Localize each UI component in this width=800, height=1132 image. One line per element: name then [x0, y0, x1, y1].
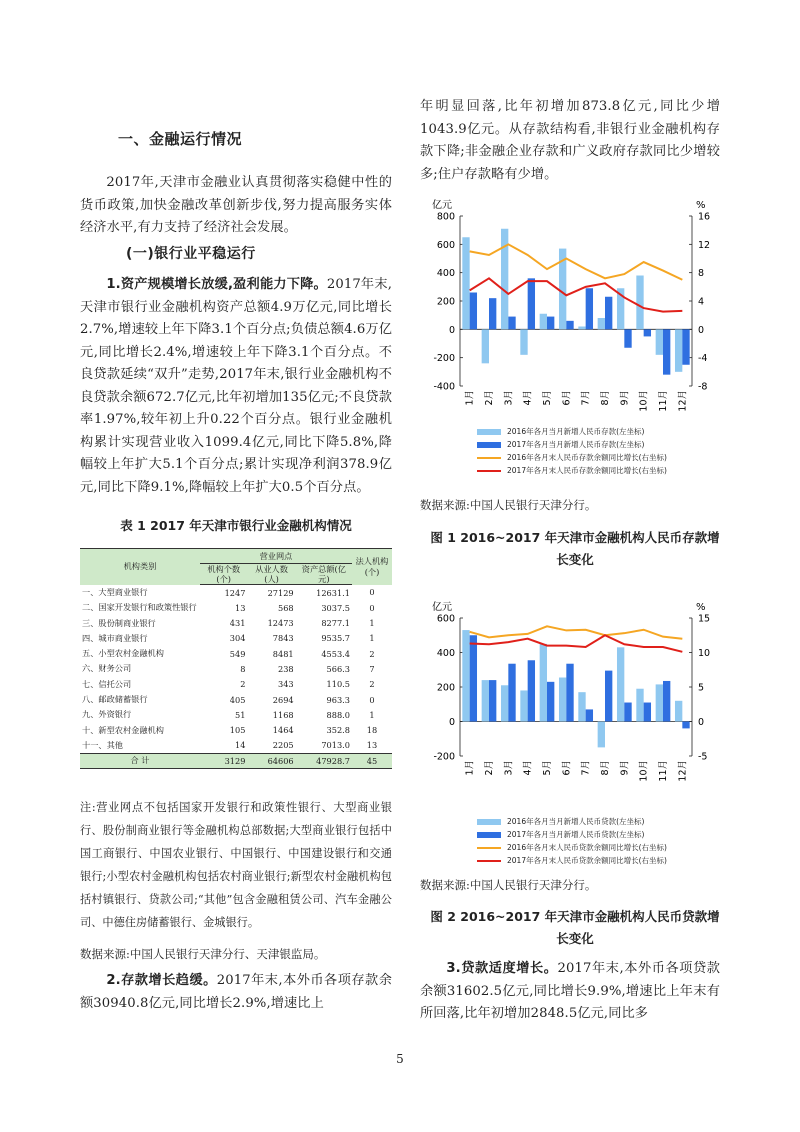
x-tick-label: 5月	[542, 760, 553, 776]
bank-table-grid	[80, 548, 392, 769]
right-tick-label: -5	[698, 751, 708, 763]
bar-2016	[675, 701, 682, 722]
cell-count: 549	[229, 648, 246, 659]
x-tick-label: 3月	[503, 390, 515, 406]
cell-legal: 2	[369, 648, 375, 659]
cell-legal: 45	[352, 753, 392, 768]
bar-2017	[586, 288, 593, 329]
table-source: 数据来源:中国人民银行天津分行、天津银监局。	[80, 947, 326, 961]
legend-item: 2016年各月末人民币存款余额同比增长(右坐标)	[477, 451, 667, 464]
cell-staff: 238	[278, 663, 294, 674]
header-type: 机构类别	[80, 549, 200, 585]
x-tick-label: 10月	[638, 390, 650, 412]
loan-chart-legend	[477, 815, 667, 867]
section-title: 一、金融运行情况	[118, 130, 243, 148]
cell-name: 二、国家开发银行和政策性银行	[82, 602, 197, 613]
table-row	[80, 692, 392, 707]
cell-staff: 568	[278, 602, 294, 613]
cell-count: 2	[240, 679, 246, 690]
table-row	[80, 646, 392, 661]
cell-count: 405	[229, 694, 246, 705]
bar-2016	[520, 329, 527, 355]
bar-2016	[675, 329, 682, 372]
cell-count: 8	[240, 663, 246, 674]
cell-count: 105	[229, 725, 246, 736]
cell-assets: 7013.0	[321, 740, 350, 751]
cell-staff: 8481	[272, 648, 294, 659]
x-tick-label: 9月	[619, 390, 631, 406]
legend-swatch-2017-bar	[477, 832, 501, 838]
deposit-chart-legend	[477, 425, 667, 477]
table-row	[80, 600, 392, 615]
cell-legal: 2	[369, 679, 375, 690]
left-tick-label: 400	[436, 268, 455, 280]
cell-legal: 0	[369, 694, 375, 705]
bar-2017	[624, 329, 631, 347]
table-row	[80, 585, 392, 600]
legend-item: 2017年各月末人民币存款余额同比增长(右坐标)	[477, 464, 667, 477]
cell-name: 七、信托公司	[82, 678, 132, 689]
legend-item: 2017年各月当月新增人民币贷款(左坐标)	[477, 828, 667, 841]
cell-assets: 47928.7	[296, 753, 352, 768]
page-number: 5	[396, 1052, 404, 1066]
legend-item: 2016年各月末人民币贷款余额同比增长(右坐标)	[477, 841, 667, 854]
table-row	[80, 661, 392, 676]
fig1-caption: 图 1 2016~2017 年天津市金融机构人民币存款增长变化	[430, 530, 720, 567]
right-tick-label: 10	[698, 648, 711, 659]
right-tick-label: 15	[698, 613, 711, 625]
bar-2016	[462, 630, 469, 721]
cell-name: 十、新型农村金融机构	[82, 724, 164, 735]
bar-2017	[508, 317, 515, 330]
cell-legal: 7	[369, 663, 375, 674]
left-tick-label: 600	[436, 239, 455, 251]
cell-count: 304	[229, 633, 246, 644]
bar-2017	[489, 680, 496, 721]
table-total-row	[80, 753, 392, 768]
table-body	[80, 585, 392, 769]
bar-2017	[470, 293, 477, 330]
cell-name: 八、邮政储蓄银行	[82, 694, 148, 705]
right-tick-label: 12	[698, 239, 711, 251]
bar-2016	[540, 314, 547, 330]
table-row	[80, 677, 392, 692]
left-unit: 亿元	[432, 200, 452, 211]
left-tick-label: 800	[436, 211, 455, 223]
bar-2016	[520, 690, 527, 721]
bar-2016	[462, 237, 469, 329]
bar-2017	[682, 722, 689, 729]
fig2-caption: 图 2 2016~2017 年天津市金融机构人民币贷款增长变化	[430, 909, 720, 946]
cell-legal: 0	[369, 602, 375, 613]
bar-2017	[547, 682, 554, 722]
cell-legal: 0	[369, 587, 375, 598]
cell-assets: 9535.7	[321, 633, 350, 644]
cell-assets: 12631.1	[316, 587, 350, 598]
cell-legal: 18	[366, 725, 378, 736]
cell-staff: 7843	[272, 633, 294, 644]
cell-name: 十一、其他	[82, 739, 123, 750]
bar-2016	[559, 678, 566, 722]
paragraph-assets: 1.资产规模增长放缓,盈利能力下降。2017年末,天津市银行业金融机构资产总额4.9万亿元,同比增长2.7%,增速较上年下降3.1个百分点;负债总额4.6万亿元,同比增长2.4%,增速较上年下降3.1个百分点。不良贷款延续“双升”走势,2017年末,银行业金融机构不良贷款余额672.7亿元,比年初增加135亿元;不良贷款率1.97%,较年初上升0.22个百分点。银行业金融机构累计实现营业收入1099.4亿元,同比下降5.8%,降幅较上年扩大5.1个百分点;累计实现净利润378.9亿元,同比下降9.1%,降幅较上年扩大0.5个百分点。	[80, 277, 392, 495]
bar-2016	[578, 327, 585, 330]
x-tick-label: 10月	[638, 760, 650, 782]
bar-2017	[663, 681, 670, 722]
fig1-source: 数据来源:中国人民银行天津分行。	[420, 498, 597, 512]
bar-2017	[586, 709, 593, 721]
bar-2016	[540, 644, 547, 722]
header-legal: 法人机构(个)	[352, 549, 392, 585]
x-tick-label: 8月	[600, 760, 611, 776]
cell-staff: 12473	[267, 618, 294, 629]
cell-name: 五、小型农村金融机构	[82, 648, 164, 659]
x-tick-label: 6月	[561, 760, 573, 776]
x-tick-label: 11月	[658, 390, 669, 412]
table-row	[80, 631, 392, 646]
left-tick-label: 200	[436, 296, 455, 308]
legend-swatch-2016-line	[477, 847, 501, 849]
bar-2016	[656, 684, 663, 721]
cell-staff: 2694	[272, 694, 294, 705]
table-row	[80, 615, 392, 630]
loan-chart	[420, 588, 720, 813]
right-tick-label: 8	[698, 268, 705, 280]
x-tick-label: 12月	[677, 760, 689, 782]
cell-staff: 64606	[247, 753, 295, 768]
fig2-source: 数据来源:中国人民银行天津分行。	[420, 878, 597, 892]
legend-swatch-2016-line	[477, 457, 501, 459]
cell-staff: 2205	[272, 740, 294, 751]
intro-paragraph: 2017年,天津市金融业认真贯彻落实稳健中性的货币政策,加快金融改革创新步伐,努力提高服务实体经济水平,有力支持了经济社会发展。	[80, 175, 392, 235]
cell-name: 三、股份制商业银行	[82, 617, 156, 628]
cell-count: 431	[229, 618, 246, 629]
table-note: 注:营业网点不包括国家开发银行和政策性银行、大型商业银行、股份制商业银行等金融机构总部数据;大型商业银行包括中国工商银行、中国农业银行、中国银行、中国建设银行和交通银行;小型农村金融机构包括农村商业银行;新型农村金融机构包括村镇银行、贷款公司;“其他”包含金融租赁公司、汽车金融公司、中德住房储蓄银行、金城银行。	[80, 801, 392, 929]
header-assets: 资产总额(亿元)	[296, 564, 352, 585]
right-unit: %	[696, 200, 706, 211]
legend-item: 2017年各月末人民币贷款余额同比增长(右坐标)	[477, 854, 667, 867]
bar-2016	[656, 329, 663, 355]
bar-2017	[644, 703, 651, 722]
line-2017	[470, 635, 683, 652]
cell-staff: 27129	[267, 587, 294, 598]
x-tick-label: 1月	[464, 390, 476, 406]
subsection-title: (一)银行业平稳运行	[126, 246, 256, 262]
paragraph-deposits: 2.存款增长趋缓。2017年末,本外币各项存款余额30940.8亿元,同比增长2.9%,增速比上	[80, 973, 392, 1011]
right-tick-label: 0	[698, 324, 705, 336]
bar-2017	[566, 321, 573, 330]
x-tick-label: 7月	[580, 390, 592, 406]
table-row	[80, 707, 392, 722]
cell-name: 四、城市商业银行	[82, 632, 148, 643]
cell-name: 六、财务公司	[82, 663, 132, 674]
cell-assets: 110.5	[326, 679, 350, 690]
header-group: 营业网点	[200, 549, 352, 564]
x-tick-label: 5月	[542, 390, 553, 406]
bar-2017	[605, 297, 612, 330]
legend-swatch-2016-bar	[477, 819, 501, 825]
bar-2017	[508, 664, 515, 722]
cell-count: 1247	[224, 587, 246, 598]
cell-name: 九、外资银行	[82, 709, 132, 720]
right-unit: %	[696, 602, 706, 613]
cell-legal: 13	[366, 740, 378, 751]
cell-staff: 343	[278, 679, 294, 690]
legend-swatch-2016-bar	[477, 429, 501, 435]
bar-2016	[501, 685, 508, 721]
legend-swatch-2017-line	[477, 470, 501, 472]
bar-2016	[578, 692, 585, 721]
legend-swatch-2017-bar	[477, 442, 501, 448]
table-row	[80, 738, 392, 753]
header-staff: 从业人数(人)	[247, 564, 295, 585]
table-title: 表 1 2017 年天津市银行业金融机构情况	[120, 518, 352, 533]
left-tick-label: -200	[433, 353, 455, 365]
left-tick-label: 200	[436, 682, 455, 694]
paragraph-deposits-cont: 年明显回落,比年初增加873.8亿元,同比少增1043.9亿元。从存款结构看,非银行业金融机构存款下降;非金融企业存款和广义政府存款同比少增较多;住户存款略有少增。	[420, 99, 720, 182]
x-tick-label: 2月	[484, 760, 495, 776]
right-tick-label: -4	[698, 353, 708, 365]
right-tick-label: 5	[698, 682, 705, 694]
x-tick-label: 8月	[600, 390, 611, 406]
bar-2016	[482, 680, 489, 721]
left-tick-label: -200	[433, 751, 455, 763]
legend-item: 2016年各月当月新增人民币存款(左坐标)	[477, 425, 667, 438]
bar-2016	[482, 329, 489, 363]
bar-2016	[617, 647, 624, 721]
x-tick-label: 1月	[464, 760, 476, 776]
cell-assets: 566.3	[326, 663, 350, 674]
x-tick-label: 12月	[677, 390, 689, 412]
bar-2017	[624, 703, 631, 722]
legend-swatch-2017-line	[477, 860, 501, 862]
cell-assets: 4553.4	[321, 648, 350, 659]
bar-2017	[682, 329, 689, 364]
bar-2016	[598, 318, 605, 329]
cell-assets: 3037.5	[321, 602, 350, 613]
paragraph-loans: 3.贷款适度增长。2017年末,本外币各项贷款余额31602.5亿元,同比增长9.9%,增速比上年末有所回落,比年初增加2848.5亿元,同比多	[420, 961, 720, 1021]
cell-count: 51	[235, 709, 246, 720]
cell-legal: 1	[369, 618, 375, 629]
left-unit: 亿元	[432, 602, 452, 613]
bar-2017	[489, 298, 496, 329]
legend-item: 2016年各月当月新增人民币贷款(左坐标)	[477, 815, 667, 828]
bar-2017	[566, 664, 573, 722]
bar-2016	[598, 722, 605, 748]
cell-assets: 8277.1	[321, 618, 350, 629]
x-tick-label: 9月	[619, 760, 631, 776]
cell-count: 3129	[200, 753, 247, 768]
cell-assets: 963.3	[326, 694, 350, 705]
cell-staff: 1464	[272, 725, 294, 736]
bar-2017	[547, 317, 554, 330]
cell-name: 合 计	[80, 753, 200, 768]
bar-2016	[636, 689, 643, 722]
deposit-chart	[420, 190, 720, 420]
x-tick-label: 4月	[522, 760, 534, 776]
cell-legal: 1	[369, 709, 375, 720]
left-tick-label: 0	[448, 324, 455, 336]
bar-2017	[470, 635, 477, 721]
bar-2017	[644, 329, 651, 336]
bar-2017	[528, 660, 535, 721]
x-tick-label: 4月	[522, 390, 534, 406]
x-tick-label: 11月	[658, 760, 669, 782]
right-tick-label: -8	[698, 381, 708, 393]
cell-count: 13	[235, 602, 246, 613]
left-tick-label: 600	[436, 613, 455, 625]
x-tick-label: 2月	[484, 390, 495, 406]
bank-table	[80, 548, 392, 769]
x-tick-label: 7月	[580, 760, 592, 776]
right-tick-label: 0	[698, 717, 705, 728]
bar-2017	[605, 671, 612, 722]
cell-assets: 888.0	[326, 709, 350, 720]
bar-2016	[636, 276, 643, 330]
x-tick-label: 3月	[503, 760, 515, 776]
left-tick-label: 0	[448, 717, 455, 728]
x-tick-label: 6月	[561, 390, 573, 406]
cell-legal: 1	[369, 633, 375, 644]
bar-2017	[528, 278, 535, 329]
table-row	[80, 722, 392, 737]
line-2016	[470, 626, 683, 638]
left-tick-label: 400	[436, 648, 455, 659]
cell-name: 一、大型商业银行	[82, 586, 148, 597]
bar-2017	[663, 329, 670, 374]
legend-item: 2017年各月当月新增人民币存款(左坐标)	[477, 438, 667, 451]
cell-assets: 352.8	[326, 725, 350, 736]
left-tick-label: -400	[433, 381, 455, 393]
cell-staff: 1168	[272, 709, 294, 720]
cell-count: 14	[235, 740, 246, 751]
right-tick-label: 4	[698, 296, 705, 308]
header-count: 机构个数(个)	[200, 564, 247, 585]
right-tick-label: 16	[698, 211, 711, 223]
